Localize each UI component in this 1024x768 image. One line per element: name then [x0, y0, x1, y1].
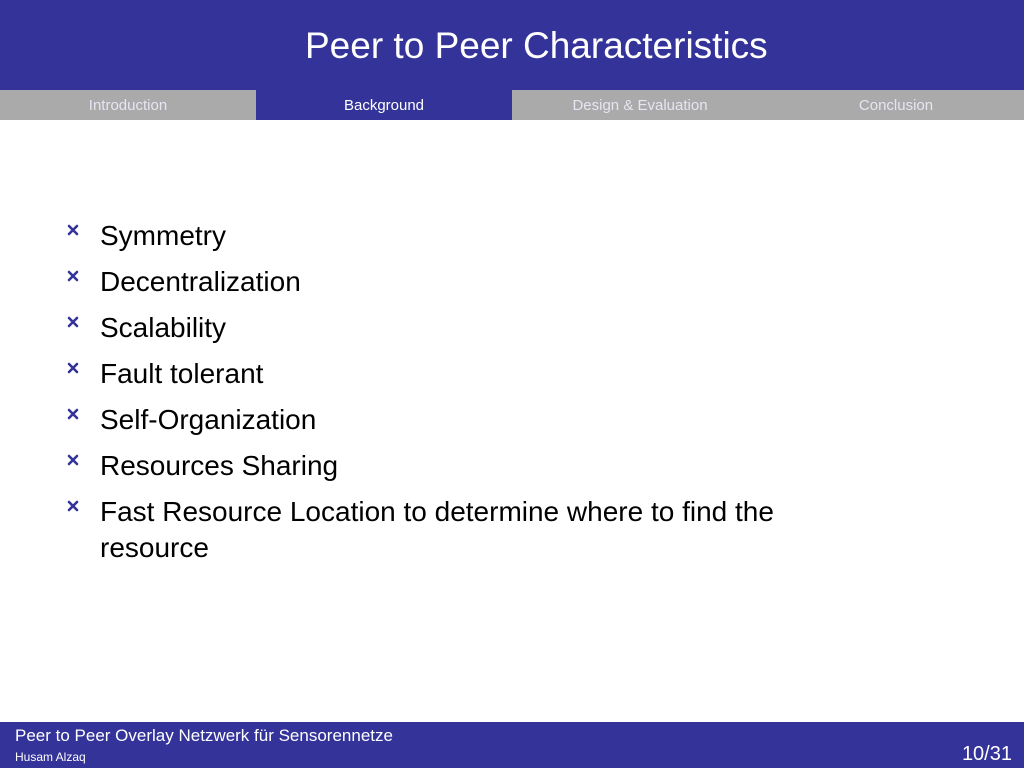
cross-mark-icon — [67, 454, 79, 466]
bullet-text: Resources Sharing — [100, 450, 339, 481]
section-nav-bar — [0, 90, 1024, 120]
bullet-text: Fast Resource Location to determine where to find the resource — [100, 496, 774, 563]
title-bar — [0, 0, 1024, 90]
bullet-text: Symmetry — [100, 220, 226, 251]
footer-presentation-title: Peer to Peer Overlay Netzwerk für Sensorennetze — [15, 726, 393, 745]
nav-item-design-evaluation[interactable]: Design & Evaluation — [512, 90, 768, 120]
nav-item-background[interactable]: Background — [256, 90, 512, 120]
cross-mark-icon — [67, 362, 79, 374]
bullet-text: Decentralization — [100, 266, 301, 297]
cross-mark-icon — [67, 316, 79, 328]
cross-mark-icon — [67, 270, 79, 282]
bullet-item — [0, 356, 1024, 392]
cross-mark-icon — [67, 500, 79, 512]
bullet-item — [0, 448, 1024, 484]
bullet-item — [0, 310, 1024, 346]
bullet-item — [0, 264, 1024, 300]
bullet-text: Fault tolerant — [100, 358, 264, 389]
bullet-item — [0, 218, 1024, 254]
nav-item-conclusion[interactable]: Conclusion — [768, 90, 1024, 120]
bullet-text: Scalability — [100, 312, 227, 343]
footer-bar — [0, 722, 1024, 768]
nav-item-introduction[interactable]: Introduction — [0, 90, 256, 120]
page-number: 10/31 — [961, 743, 1012, 765]
bullet-item — [0, 494, 1024, 566]
bullet-item — [0, 402, 1024, 438]
bullet-list — [0, 218, 1024, 576]
slide-title: Peer to Peer Characteristics — [305, 25, 768, 66]
footer-author: Husam Alzaq — [15, 750, 86, 764]
cross-mark-icon — [67, 224, 79, 236]
cross-mark-icon — [67, 408, 79, 420]
bullet-text: Self-Organization — [100, 404, 317, 435]
